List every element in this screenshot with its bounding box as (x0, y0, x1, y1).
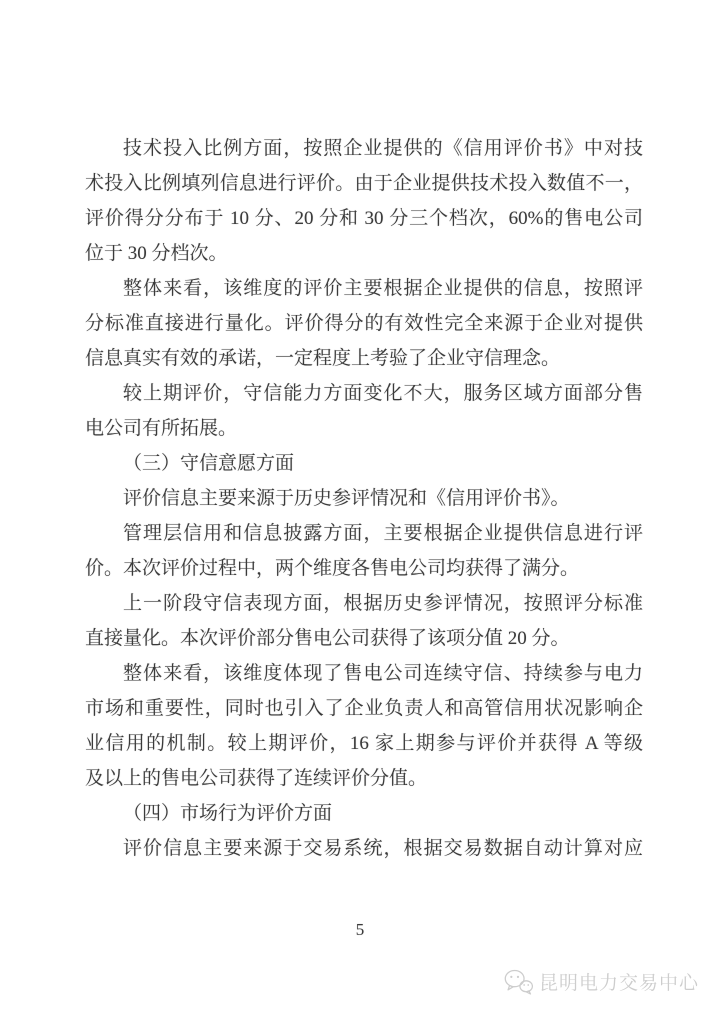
text-line: 信息真实有效的承诺，一定程度上考验了企业守信理念。 (85, 348, 561, 369)
wechat-icon (504, 969, 533, 995)
text-line: 及以上的售电公司获得了连续评价分值。 (85, 768, 428, 789)
text-line: 直接量化。本次评价部分售电公司获得了该项分值 20 分。 (85, 628, 570, 649)
watermark-label: 昆明电力交易中心 (538, 973, 699, 994)
text-line: 价。本次评价过程中，两个维度各售电公司均获得了满分。 (85, 558, 580, 579)
text-line: 位于 30 分档次。 (85, 243, 228, 264)
text-line: 评价得分分布于 10 分、20 分和 30 分三个档次，60%的售电公司 (85, 208, 643, 229)
text-line: 电公司有所拓展。 (85, 418, 238, 439)
text-line: 分标准直接进行量化。评价得分的有效性完全来源于企业对提供 (85, 313, 643, 334)
text-line: 技术投入比例方面，按照企业提供的《信用评价书》中对技 (123, 138, 643, 159)
text-line: 市场和重要性，同时也引入了企业负责人和高管信用状况影响企 (85, 698, 643, 719)
text-line: 评价信息主要来源于历史参评情况和《信用评价书》。 (123, 488, 570, 509)
text-line: 较上期评价，守信能力方面变化不大，服务区域方面部分售 (123, 383, 643, 404)
text-line: 术投入比例填列信息进行评价。由于企业提供技术投入数值不一， (85, 173, 643, 194)
text-line: 评价信息主要来源于交易系统，根据交易数据自动计算对应 (123, 838, 643, 859)
page-number: 5 (355, 920, 365, 939)
wechat-watermark (504, 968, 699, 995)
section-heading: （四）市场行为评价方面 (123, 803, 333, 824)
text-line: 管理层信用和信息披露方面，主要根据企业提供信息进行评 (123, 523, 643, 544)
text-line: 整体来看，该维度的评价主要根据企业提供的信息，按照评 (123, 278, 643, 299)
section-heading: （三）守信意愿方面 (123, 453, 295, 474)
text-line: 业信用的机制。较上期评价，16 家上期参与评价并获得 A 等级 (85, 733, 643, 754)
text-line: 上一阶段守信表现方面，根据历史参评情况，按照评分标准 (123, 593, 643, 614)
text-line: 整体来看，该维度体现了售电公司连续守信、持续参与电力 (123, 663, 643, 684)
document-body (85, 131, 643, 866)
